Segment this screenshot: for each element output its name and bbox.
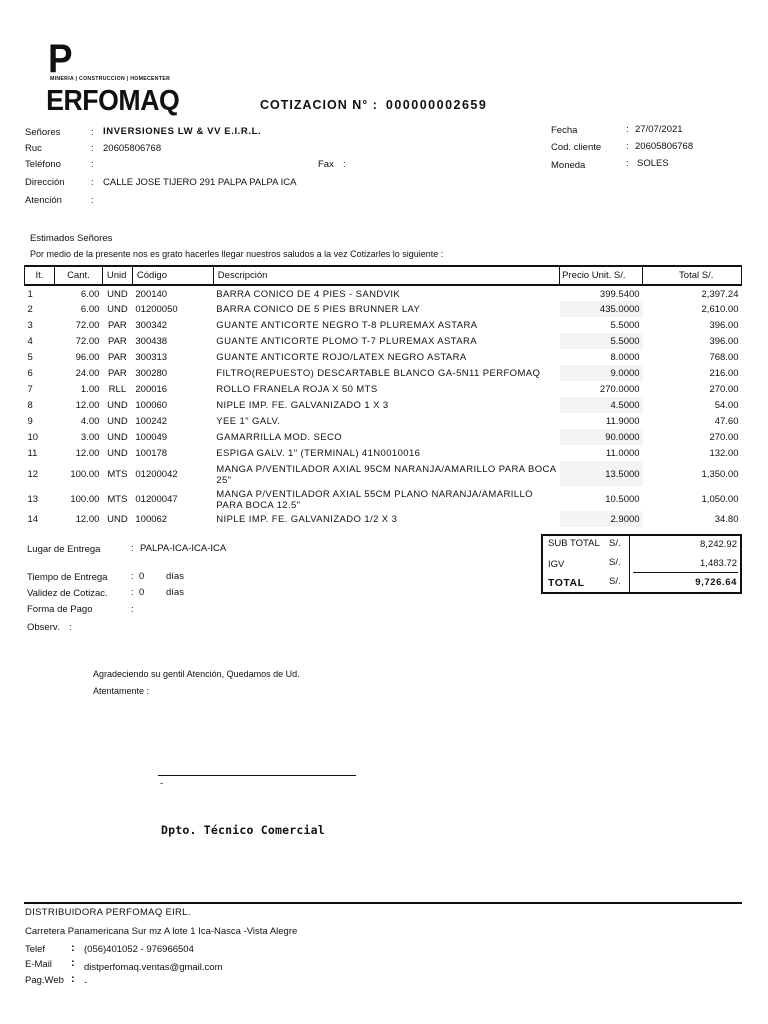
colon: : <box>91 177 94 188</box>
fax-label: Fax <box>318 159 334 170</box>
item-quantity: 72.00 <box>75 336 100 347</box>
item-number: 6 <box>27 368 33 379</box>
colon: : <box>626 141 629 152</box>
signature-line <box>158 775 356 776</box>
item-unit: PAR <box>107 368 127 379</box>
client-name: INVERSIONES LW & VV E.I.R.L. <box>103 126 262 137</box>
validez-unit: días <box>166 587 184 598</box>
igv-value: 1,483.72 <box>700 558 737 569</box>
item-total: 396.00 <box>709 320 739 331</box>
item-code: 300342 <box>135 320 168 331</box>
item-quantity: 6.00 <box>80 304 100 315</box>
signature-name: - <box>160 778 164 789</box>
table-row <box>25 445 742 461</box>
colon: : <box>131 571 134 582</box>
item-number: 3 <box>27 320 33 331</box>
lugar-label: Lugar de Entrega <box>27 544 101 555</box>
item-code: 300313 <box>135 352 168 363</box>
item-number: 14 <box>27 514 39 525</box>
table-row <box>25 511 742 527</box>
logo-initial: P <box>48 37 73 81</box>
igv-currency: S/. <box>609 557 621 568</box>
direccion-value: CALLE JOSE TIJERO 291 PALPA PALPA ICA <box>103 177 297 188</box>
item-description: BARRA CONICO DE 4 PIES - SANDVIK <box>216 289 401 300</box>
item-quantity: 4.00 <box>80 416 100 427</box>
item-total: 270.00 <box>709 432 739 443</box>
colon: : <box>626 158 629 169</box>
col-header-total: Total S/. <box>643 266 742 285</box>
footer-web-value: - <box>84 977 88 988</box>
lugar-value: PALPA-ICA-ICA-ICA <box>140 543 227 554</box>
subtotal-currency: S/. <box>609 538 621 549</box>
item-unit-price: 90.0000 <box>560 429 643 445</box>
closing-line2: Atentamente : <box>93 686 150 696</box>
totals-box <box>541 534 742 594</box>
item-code: 01200050 <box>135 304 178 315</box>
item-description: GAMARRILLA MOD. SECO <box>216 432 343 443</box>
item-quantity: 72.00 <box>75 320 100 331</box>
table-row <box>25 349 742 365</box>
senores-label: Señores <box>25 127 61 138</box>
item-unit-price: 4.5000 <box>560 397 643 413</box>
colon: : <box>131 543 134 554</box>
table-row <box>25 429 742 445</box>
item-description: MANGA P/VENTILADOR AXIAL 95CM NARANJA/AMARILLO PARA BOCA 25" <box>216 464 556 486</box>
item-code: 100062 <box>135 514 168 525</box>
colon: : <box>91 195 94 206</box>
pago-label: Forma de Pago <box>27 604 93 615</box>
item-unit-price: 399.5400 <box>599 289 640 300</box>
item-quantity: 100.00 <box>70 494 100 505</box>
item-number: 1 <box>27 289 33 300</box>
colon: : <box>91 127 94 138</box>
table-row <box>25 397 742 413</box>
footer-divider <box>24 902 742 904</box>
item-unit: UND <box>107 448 128 459</box>
ruc-value: 20605806768 <box>103 143 162 154</box>
item-number: 9 <box>27 416 33 427</box>
cod-cliente-value: 20605806768 <box>635 141 694 152</box>
col-header-precio: Precio Unit. S/. <box>560 266 643 285</box>
item-unit: PAR <box>107 352 127 363</box>
item-code: 300280 <box>135 368 168 379</box>
item-unit: RLL <box>108 384 127 395</box>
item-code: 01200047 <box>135 494 178 505</box>
item-number: 13 <box>27 494 39 505</box>
item-code: 100178 <box>135 448 168 459</box>
item-unit-price: 270.0000 <box>599 384 640 395</box>
item-quantity: 1.00 <box>80 384 100 395</box>
item-unit: UND <box>107 289 128 300</box>
total-label: TOTAL <box>548 577 585 589</box>
igv-label: IGV <box>548 559 565 570</box>
item-unit-price: 5.5000 <box>560 333 643 349</box>
item-unit: PAR <box>107 336 127 347</box>
item-description: GUANTE ANTICORTE PLOMO T-7 PLUREMAX ASTARA <box>216 336 477 347</box>
validez-value: 0 <box>139 587 145 598</box>
colon: : <box>71 957 75 969</box>
item-code: 01200042 <box>135 469 178 480</box>
table-row <box>25 301 742 317</box>
footer-tel-value: (056)401052 - 976966504 <box>84 944 194 955</box>
item-code: 100049 <box>135 432 168 443</box>
item-description: NIPLE IMP. FE. GALVANIZADO 1 X 3 <box>216 400 389 411</box>
atencion-label: Atención <box>25 195 62 206</box>
item-code: 100060 <box>135 400 168 411</box>
footer-address: Carretera Panamericana Sur mz A lote 1 Ica-Nasca -Vista Alegre <box>25 926 298 937</box>
col-header-descripcion: Descripción <box>213 266 559 285</box>
item-description: NIPLE IMP. FE. GALVANIZADO 1/2 X 3 <box>216 514 398 525</box>
item-code: 200016 <box>135 384 168 395</box>
colon: : <box>131 604 134 615</box>
item-unit: UND <box>107 416 128 427</box>
quote-number: 000000002659 <box>385 98 488 112</box>
table-row <box>25 365 742 381</box>
telefono-label: Teléfono <box>25 159 61 170</box>
item-code: 300438 <box>135 336 168 347</box>
item-quantity: 12.00 <box>75 448 100 459</box>
item-total: 2,397.24 <box>701 289 739 300</box>
footer-web-label: Pag.Web <box>25 975 64 986</box>
table-row <box>25 285 742 301</box>
item-unit-price: 9.0000 <box>560 365 643 381</box>
item-number: 7 <box>27 384 33 395</box>
total-currency: S/. <box>609 576 621 587</box>
item-unit: UND <box>107 400 128 411</box>
intro-text: Por medio de la presente nos es grato hacerles llegar nuestros saludos a la vez Cotizarles lo siguiente : <box>30 249 444 259</box>
item-quantity: 96.00 <box>75 352 100 363</box>
table-row <box>25 317 742 333</box>
direccion-label: Dirección <box>25 177 65 188</box>
validez-label: Validez de Cotizac. <box>27 588 108 599</box>
item-quantity: 12.00 <box>75 514 100 525</box>
item-total: 132.00 <box>709 448 739 459</box>
colon: : <box>91 159 94 170</box>
item-description: FILTRO(REPUESTO) DESCARTABLE BLANCO GA-5N11 PERFOMAQ <box>216 368 541 379</box>
item-unit: UND <box>107 432 128 443</box>
greeting: Estimados Señores <box>30 233 113 244</box>
item-unit-price: 8.0000 <box>610 352 640 363</box>
table-row <box>25 381 742 397</box>
cod-cliente-label: Cod. cliente <box>551 142 602 153</box>
tiempo-label: Tiempo de Entrega <box>27 572 108 583</box>
footer-tel-label: Telef <box>25 944 46 955</box>
total-value: 9,726.64 <box>695 577 737 588</box>
totals-divider <box>629 536 630 592</box>
col-header-unid: Unid <box>102 266 132 285</box>
table-row <box>25 333 742 349</box>
colon: : <box>626 124 629 135</box>
items-table <box>24 265 742 527</box>
tiempo-value: 0 <box>139 571 145 582</box>
item-description: GUANTE ANTICORTE NEGRO T-8 PLUREMAX ASTARA <box>216 320 478 331</box>
department: Dpto. Técnico Comercial <box>161 823 325 837</box>
item-quantity: 24.00 <box>75 368 100 379</box>
item-description: GUANTE ANTICORTE ROJO/LATEX NEGRO ASTARA <box>216 352 467 363</box>
item-unit-price: 5.5000 <box>610 320 640 331</box>
item-total: 270.00 <box>709 384 739 395</box>
item-unit-price: 11.0000 <box>605 448 640 459</box>
item-code: 200140 <box>135 289 168 300</box>
company-logo <box>46 37 188 117</box>
item-number: 12 <box>27 469 39 480</box>
observ-label: Observ. <box>27 622 60 633</box>
closing-line1: Agradeciendo su gentil Atención, Quedamos de Ud. <box>93 669 300 679</box>
colon: : <box>69 622 72 633</box>
item-unit-price: 2.9000 <box>560 511 643 527</box>
item-description: MANGA P/VENTILADOR AXIAL 55CM PLANO NARANJA/AMARILLO PARA BOCA 12.5" <box>216 489 533 511</box>
item-unit-price: 13.5000 <box>560 461 643 486</box>
subtotal-label: SUB TOTAL <box>548 538 600 549</box>
item-total: 34.80 <box>714 514 739 525</box>
item-total: 2,610.00 <box>701 304 739 315</box>
fecha-value: 27/07/2021 <box>635 124 683 135</box>
item-number: 4 <box>27 336 33 347</box>
moneda-label: Moneda <box>551 160 586 171</box>
item-total: 54.00 <box>714 400 739 411</box>
item-quantity: 6.00 <box>80 289 100 300</box>
item-number: 2 <box>27 304 33 315</box>
fecha-label: Fecha <box>551 125 578 136</box>
tiempo-unit: días <box>166 571 184 582</box>
item-unit-price: 11.9000 <box>605 416 640 427</box>
item-unit: UND <box>107 514 128 525</box>
colon: : <box>343 159 346 170</box>
table-row <box>25 413 742 429</box>
col-header-codigo: Código <box>132 266 213 285</box>
item-quantity: 12.00 <box>75 400 100 411</box>
col-header-item: It. <box>25 266 55 285</box>
item-number: 11 <box>27 448 38 459</box>
item-total: 1,050.00 <box>701 494 739 505</box>
item-total: 768.00 <box>709 352 739 363</box>
quote-title-label: COTIZACION N° : <box>260 98 378 112</box>
item-number: 10 <box>27 432 39 443</box>
quote-title <box>260 98 487 112</box>
item-description: BARRA CONICO DE 5 PIES BRUNNER LAY <box>216 304 421 315</box>
item-total: 216.00 <box>709 368 739 379</box>
item-description: ESPIGA GALV. 1" (TERMINAL) 41N0010016 <box>216 448 421 459</box>
subtotal-value: 8,242.92 <box>700 539 737 550</box>
item-quantity: 3.00 <box>80 432 100 443</box>
footer-email-label: E-Mail <box>25 959 52 970</box>
colon: : <box>71 973 75 985</box>
item-unit: MTS <box>107 469 128 480</box>
item-description: YEE 1" GALV. <box>216 416 281 427</box>
item-total: 1,350.00 <box>701 469 739 480</box>
footer-email-value: distperfomaq.ventas@gmail.com <box>84 962 223 973</box>
item-number: 8 <box>27 400 33 411</box>
item-unit: PAR <box>107 320 127 331</box>
item-total: 47.60 <box>714 416 739 427</box>
footer-company: DISTRIBUIDORA PERFOMAQ EIRL. <box>25 907 191 918</box>
item-number: 5 <box>27 352 33 363</box>
col-header-cant: Cant. <box>54 266 102 285</box>
item-total: 396.00 <box>709 336 739 347</box>
table-row <box>25 486 742 511</box>
item-unit-price: 10.5000 <box>605 494 640 505</box>
item-description: ROLLO FRANELA ROJA X 50 MTS <box>216 384 378 395</box>
moneda-value: SOLES <box>637 158 669 169</box>
colon: : <box>71 942 75 954</box>
table-row <box>25 461 742 486</box>
logo-tagline: MINERIA | CONSTRUCCION | HOMECENTER <box>50 76 171 82</box>
item-unit-price: 435.0000 <box>560 301 643 317</box>
table-header-row <box>25 266 742 285</box>
item-quantity: 100.00 <box>70 469 100 480</box>
item-unit: MTS <box>107 494 128 505</box>
item-code: 100242 <box>135 416 168 427</box>
totals-underline <box>633 572 738 573</box>
colon: : <box>91 143 94 154</box>
logo-wordmark: ERFOMAQ <box>46 85 180 117</box>
ruc-label: Ruc <box>25 143 42 154</box>
item-unit: UND <box>107 304 128 315</box>
colon: : <box>131 587 134 598</box>
